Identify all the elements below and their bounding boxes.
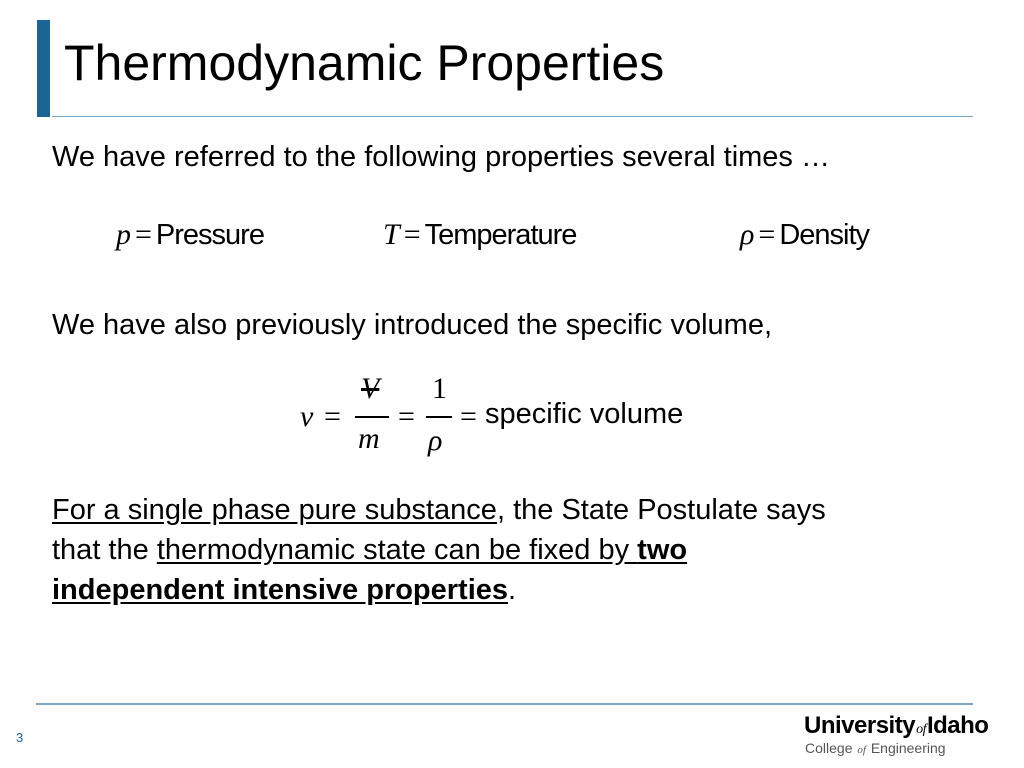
fraction-1-denominator: m: [358, 422, 380, 455]
pressure-symbol: p: [116, 218, 131, 251]
footer-divider: [36, 703, 973, 705]
fraction-1-bar: [355, 416, 389, 418]
logo-idaho: Idaho: [926, 712, 989, 739]
logo-subtitle: [805, 740, 946, 756]
logo-engineering: Engineering: [870, 740, 946, 756]
postulate-lead: For a single phase pure substance: [52, 494, 497, 526]
logo-of: of: [916, 722, 926, 737]
property-pressure: [116, 218, 264, 252]
university-logo: [804, 712, 1014, 762]
title-accent-bar: [37, 20, 50, 117]
temperature-equals: =: [403, 218, 421, 251]
page-number: 3: [16, 730, 24, 745]
postulate-bold-1: two: [637, 534, 688, 566]
postulate-bold-2: independent intensive properties: [52, 574, 509, 606]
fraction-2-numerator: 1: [432, 372, 447, 405]
logo-of-small: of: [857, 744, 866, 756]
specific-volume-formula: [300, 372, 740, 462]
pressure-equals: =: [135, 218, 152, 251]
temperature-label: Temperature: [424, 219, 577, 251]
logo-university: University: [804, 712, 916, 739]
property-density: [740, 218, 869, 252]
logo-college: College: [805, 740, 853, 756]
fraction-2-bar: [426, 416, 452, 418]
postulate-end: .: [508, 574, 517, 606]
formula-label: specific volume: [485, 398, 684, 430]
density-equals: =: [758, 218, 776, 251]
temperature-symbol: T: [383, 218, 400, 251]
fraction-2-denominator: ρ: [428, 424, 443, 457]
slide-title: Thermodynamic Properties: [64, 35, 665, 91]
postulate-mid-2: that the: [52, 534, 157, 566]
title-divider: [52, 116, 973, 117]
formula-equals-3: =: [460, 400, 477, 433]
postulate-mid-1: , the State Postulate says: [496, 494, 826, 526]
pressure-label: Pressure: [155, 219, 264, 251]
density-label: Density: [779, 219, 870, 251]
formula-lhs: v: [300, 400, 314, 433]
formula-equals-1: =: [324, 400, 341, 433]
postulate-underlined: thermodynamic state can be fixed by: [156, 534, 638, 566]
property-temperature: [383, 218, 576, 252]
state-postulate-paragraph: [52, 490, 826, 610]
formula-equals-2: =: [398, 400, 415, 433]
logo-wordmark: [804, 712, 988, 740]
density-symbol: ρ: [740, 218, 755, 251]
specific-volume-intro: We have also previously introduced the specific volume,: [52, 309, 773, 341]
intro-paragraph: We have referred to the following properties several times …: [52, 141, 830, 173]
fraction-1-numerator: V: [361, 372, 380, 405]
